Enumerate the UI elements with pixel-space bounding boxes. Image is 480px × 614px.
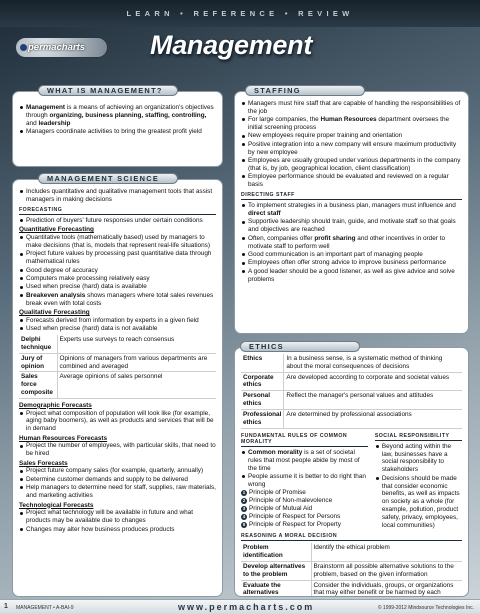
social-item: Beyond acting within the law, businesses have a social responsibility to stakeholders <box>375 443 462 474</box>
ethics-heading: ETHICS <box>240 341 360 352</box>
table-row: Jury of opinion Opinions of managers from various departments are combined and averaged <box>19 353 216 372</box>
table-row: Delphi technique Experts use surveys to reach consensus <box>19 335 216 353</box>
product-code: MANAGEMENT • A-BAI-9 <box>16 604 74 611</box>
permacharts-logo <box>15 37 108 58</box>
footer <box>0 599 480 614</box>
principle-3: 3 Principle of Mutual Aid <box>242 505 313 513</box>
tech-item: Changes may alter how business produces products <box>19 526 216 534</box>
what-heading: WHAT IS MANAGEMENT? <box>38 85 178 96</box>
number-3-icon: 3 <box>242 506 246 512</box>
directing-label: DIRECTING STAFF <box>241 192 462 200</box>
copyright: © 1999-2012 Mindsource Technologies Inc. <box>377 604 474 611</box>
staffing-item: Managers must hire staff that are capable of handling the responsibilities of the job <box>241 100 462 116</box>
staffing-item-hr: For large companies, the Human Resources department oversees the initial screening process <box>241 116 462 132</box>
science-heading: MANAGEMENT SCIENCE <box>38 173 178 184</box>
table-row: Problem identification Identify the ethical problem <box>241 543 462 561</box>
principle-2: 2 Principle of Non-malevolence <box>242 497 333 505</box>
website-link[interactable]: www.permacharts.com <box>178 602 315 612</box>
breakeven-item: Breakeven analysis shows managers where total sales revenues break even with total costs <box>19 292 216 308</box>
sales-heading: Sales Forecasts <box>19 459 68 467</box>
qual-methods-table <box>19 335 216 399</box>
table-row: Personal ethics Reflect the manager's personal values and attitudes <box>241 391 462 410</box>
principle-1: 1 Principle of Promise <box>242 489 306 497</box>
logo-text: permacharts <box>28 42 86 53</box>
quant-item: Used when precise (hard) data is available <box>19 283 216 291</box>
profit-sharing-item: Often, companies offer profit sharing and other incentives in order to motivate staff to perform well <box>241 235 462 251</box>
sales-item: Determine customer demands and supply to be delivered <box>19 476 216 484</box>
forecast-intro: Prediction of buyers' future responses under certain conditions <box>19 217 216 225</box>
quant-heading: Quantitative Forecasting <box>19 226 94 234</box>
number-4-icon: 4 <box>242 513 246 519</box>
what-panel <box>12 91 223 167</box>
logo-globe-icon <box>20 44 27 51</box>
directing-item: Employees often offer strong advice to improve business performance <box>241 259 462 267</box>
social-label: SOCIAL RESPONSIBILITY <box>375 433 462 441</box>
morality-item: People assume it is better to do right than wrong <box>241 473 368 489</box>
table-row: Evaluate the alternatives Consider the individuals, groups, or organizations that may either benefit or be harmed by each <box>241 580 462 597</box>
table-row: Sales force composite Average opinions of sales personnel <box>19 372 216 398</box>
page-number: 1 <box>4 603 8 610</box>
staffing-item: Employee performance should be evaluated and reviewed on a regular basis <box>241 173 462 189</box>
sales-item: Project future company sales (for example, quarterly, annually) <box>19 467 216 475</box>
top-banner: LEARN • REFERENCE • REVIEW <box>0 0 480 27</box>
hr-heading: Human Resources Forecasts <box>19 434 108 442</box>
table-row: Corporate ethics Are developed according to corporate and societal values <box>241 372 462 391</box>
qual-item: Used when precise (hard) data is not available <box>19 325 216 333</box>
rules-label: FUNDAMENTAL RULES OF COMMON MORALITY <box>241 433 368 448</box>
directing-item: Good communication is an important part of managing people <box>241 251 462 259</box>
staffing-item: New employees require proper training and orientation <box>241 132 462 140</box>
staffing-item: Positive integration into a new company will ensure maximum productivity by new employee <box>241 141 462 157</box>
demo-heading: Demographic Forecasts <box>19 401 92 409</box>
sales-item: Help managers to determine need for staff, supplies, raw materials, and marketing activities <box>19 484 216 500</box>
what-item-2: Managers coordinate activities to bring the greatest profit yield <box>19 128 216 136</box>
hr-item: Project the number of employees, with particular skills, that need to be hired <box>19 442 216 458</box>
quant-item: Quantitative tools (mathematically based) used by managers to make decisions (that is, models that represent real-life situations) <box>19 234 216 250</box>
staffing-panel <box>234 91 469 334</box>
common-morality-item: Common morality is a set of societal rules that most people abide by most of the time <box>241 449 368 472</box>
what-item-1: Management is a means of achieving an organization's objectives through organizing, business planning, staffing, controlling, and leadership <box>19 104 216 127</box>
qual-item: Forecasts derived from information by experts in a given field <box>19 317 216 325</box>
quant-item: Good degree of accuracy <box>19 267 216 275</box>
tech-heading: Technological Forecasts <box>19 501 94 509</box>
table-row: Professional ethics Are determined by professional associations <box>241 409 462 428</box>
ethics-panel <box>234 347 469 597</box>
number-2-icon: 2 <box>242 498 246 504</box>
number-1-icon: 1 <box>242 490 246 496</box>
ethics-table <box>241 354 462 429</box>
demo-item: Project what composition of population will look like (for example, aging baby boomers), as well as products and services that will be in demand <box>19 410 216 433</box>
principle-4: 4 Principle of Respect for Persons <box>242 512 341 520</box>
forecasting-label: FORECASTING <box>19 207 216 215</box>
table-row: Develop alternatives to the problem Brainstorm all possible alternative solutions to the problem, based on the given information <box>241 561 462 580</box>
reasoning-label: REASONING A MORAL DECISION <box>241 533 462 541</box>
tech-item: Project what technology will be available in future and what products may be available due to changes <box>19 509 216 525</box>
science-intro: Includes quantitative and qualitative management tools that assist managers in making decisions <box>19 188 216 204</box>
directing-item: To implement strategies in a business plan, managers must influence and direct staff <box>241 202 462 218</box>
staffing-item: Employees are usually grouped under various departments in the company (that is, by job, geographical location, client classification) <box>241 157 462 173</box>
directing-item: A good leader should be a good listener, as well as give advice and solve problems <box>241 268 462 284</box>
reasoning-table <box>241 543 462 597</box>
page-title: Management <box>150 30 313 60</box>
qual-heading: Qualitative Forecasting <box>19 309 90 317</box>
social-item: Decisions should be made that consider economic benefits, as well as impacts on society as a whole (for example, pollution, product safety, privacy, employees, local communities) <box>375 475 462 530</box>
number-5-icon: 5 <box>242 521 246 527</box>
principle-5: 5 Principle of Respect for Property <box>242 520 341 528</box>
science-panel <box>12 179 223 597</box>
table-row: Ethics In a business sense, is a systematic method of thinking about the moral consequences of decisions <box>241 354 462 372</box>
directing-item: Supportive leadership should train, guide, and motivate staff so that goals and objectives are reached <box>241 218 462 234</box>
quant-item: Computers make processing relatively easy <box>19 275 216 283</box>
staffing-heading: STAFFING <box>245 85 365 96</box>
quant-item: Project future values by processing past quantitative data through mathematical rules <box>19 250 216 266</box>
